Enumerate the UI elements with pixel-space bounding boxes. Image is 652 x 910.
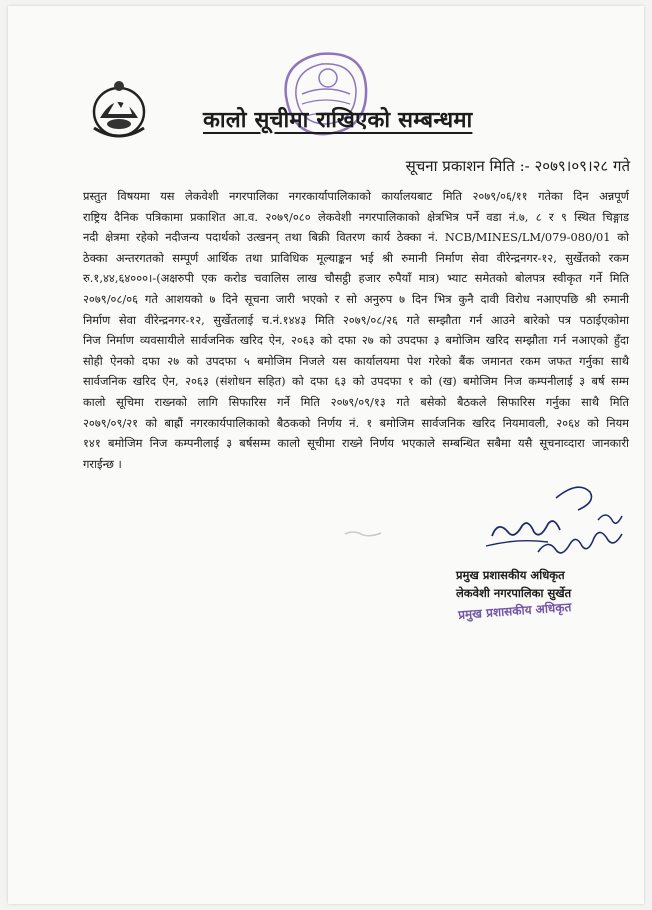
body-line: १४१ बमोजिम निज कम्पनीलाई ३ बर्षसम्म कालो सूचीमा राख्ने निर्णय भएकाले सम्बन्धित सबैमा यसै सूचनाव्दारा जानकारी xyxy=(83,436,629,451)
body-line: निज निर्माण व्यवसायीले सार्वजनिक खरिद ऐन, २०६३ को दफा २७ को उपदफा ३ बमोजिम खरिद सम्झौता गर्न नआएको हुँदा xyxy=(83,333,629,348)
faint-mark-icon xyxy=(343,526,383,540)
body-line: गराईन्छ । xyxy=(83,456,122,471)
signature-block xyxy=(456,566,571,602)
body-line: २०७९/०८/०६ गते आशयको ७ दिने सूचना जारी भएको र सो अनुरुप ७ दिन भित्र कुनै दावी विरोध नआएपछि श्री रुमानी xyxy=(83,291,629,306)
designation-stamp: प्रमुख प्रशासकीय अधिकृत xyxy=(457,600,572,622)
body-line: सार्वजनिक खरिद ऐन, २०६३ (संशोधन सहित) को दफा ६३ को उपदफा १ को (ख) बमोजिम निज कम्पनीलाई ३ बर्ष सम्म xyxy=(83,374,629,389)
notice-page xyxy=(8,6,644,904)
body-line: २०७९/०९/२१ को बाह्रौं नगरकार्यपालिकाको बैठकको निर्णय नं. १ बमोजिम सार्वजनिक खरिद नियमावली, २०६४ को नियम xyxy=(83,415,629,430)
body-line: प्रस्तुत विषयमा यस लेकवेशी नगरपालिका नगरकार्यापालिकाको कार्यालयबाट मिति २०७९/०६/११ गतेका दिन अन्नपूर्ण xyxy=(83,189,629,203)
notice-body xyxy=(83,186,629,474)
body-line: सोही ऐनको दफा २७ को उपदफा ५ बमोजिम निजले यस कार्यालयमा पेश गरेको बैंक जमानत रकम जफत गर्नुका साथै xyxy=(83,353,629,368)
office-name: लेकवेशी नगरपालिका सुर्खेत xyxy=(456,586,572,600)
body-line: कालो सूचिमा राख्नको लागि सिफारिस गर्ने मिति २०७९/०९/१३ गते बसेको बैठकले सिफारिस गर्नुका साथै मिति xyxy=(83,394,629,409)
body-line: ठेक्का अन्तरगतको सम्पूर्ण आर्थिक तथा प्राविधिक मूल्याङ्कन भई श्री रुमानी निर्माण सेवा वीरेन्द्रनगर-१२, सुर्खेतको रकम xyxy=(83,250,629,265)
body-line: नदी क्षेत्रमा रहेको नदीजन्य पदार्थको उत्खनन् तथा बिक्री वितरण कार्य ठेक्का नं. NCB/MINES/LM/079-080/01 को xyxy=(83,230,629,245)
notice-publish-date: सूचना प्रकाशन मिति :- २०७९।०९।२८ गते xyxy=(405,157,630,175)
document-title: कालो सूचीमा राखिएको सम्बन्धमा xyxy=(203,107,473,133)
handwritten-signature-icon xyxy=(478,480,628,572)
body-line: राष्ट्रिय दैनिक पत्रिकामा प्रकाशित आ.व. २०७९/०८० लेकवेशी नगरपालिकाको क्षेत्रभित्र पर्ने वडा नं.७, ८ र ९ स्थित चिङ्गाड xyxy=(83,209,629,224)
body-line: निर्माण सेवा वीरेन्द्रनगर-१२, सुर्खेतलाई च.नं.१४४३ मिति २०७९/०८/२६ गते सम्झौता गर्न आउने बारेको पत्र पठाईएकोमा xyxy=(83,312,629,327)
officer-designation: प्रमुख प्रशासकीय अधिकृत xyxy=(456,568,565,582)
body-line: रु.१,४४,६४०००।-(अक्षरुपी एक करोड चवालिस लाख चौसट्ठी हजार रुपैयाँ मात्र) भ्याट समेतको बोलपत्र स्वीकृत गर्ने मिति xyxy=(83,271,629,286)
nepal-emblem-icon xyxy=(90,78,148,140)
